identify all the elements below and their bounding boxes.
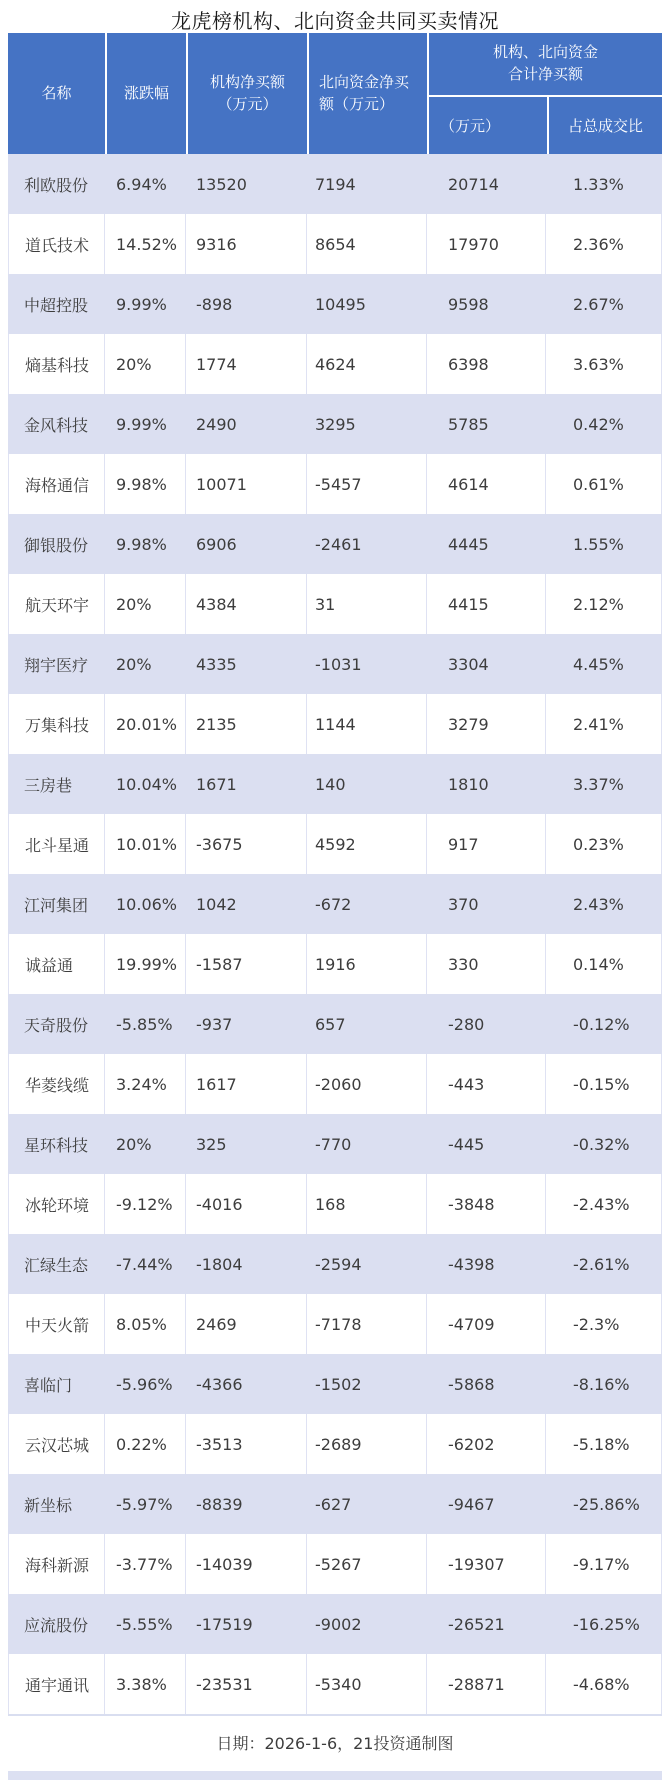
cell-ratio: 2.41%	[546, 694, 662, 754]
cell-name: 云汉芯城	[8, 1414, 105, 1474]
cell-ratio: 3.63%	[546, 334, 662, 394]
cell-change: -7.44%	[116, 1254, 173, 1274]
cell-inst: -4016	[186, 1174, 307, 1234]
cell-name: 新坐标	[24, 1495, 73, 1515]
table-row	[8, 1534, 662, 1594]
cell-inst: -937	[196, 1014, 233, 1034]
cell-ratio: 0.14%	[546, 934, 662, 994]
table-row	[8, 334, 662, 394]
col-header-name-label: 名称	[41, 83, 72, 102]
cell-north: -9002	[315, 1614, 362, 1634]
cell-total: 17970	[427, 214, 546, 274]
table-row	[8, 394, 662, 454]
col-header-change	[105, 33, 186, 154]
cell-ratio: 4.45%	[573, 654, 624, 674]
cell-north: 7194	[315, 174, 356, 194]
cell-total: -4398	[448, 1254, 495, 1274]
cell-name: 诚益通	[8, 934, 105, 994]
table-row	[8, 454, 662, 514]
cell-ratio: -16.25%	[573, 1614, 640, 1634]
cell-total: 4614	[427, 454, 546, 514]
table-row	[8, 694, 662, 754]
cell-total: -445	[448, 1134, 485, 1154]
cell-ratio: 0.23%	[546, 814, 662, 874]
table-row	[8, 1414, 662, 1474]
cell-change: 20%	[105, 334, 186, 394]
cell-total: 3304	[448, 654, 489, 674]
cell-north: -2461	[315, 534, 362, 554]
cell-total: 4415	[427, 574, 546, 634]
data-table	[8, 33, 662, 1780]
cell-inst: 9316	[186, 214, 307, 274]
cell-change: -5.85%	[116, 1014, 173, 1034]
cell-inst: -8839	[196, 1494, 243, 1514]
table-row	[8, 1474, 662, 1534]
cell-inst: -1804	[196, 1254, 243, 1274]
col-header-institution-net-buy	[186, 33, 307, 154]
cell-ratio: 1.33%	[573, 174, 624, 194]
cell-inst: 6906	[196, 534, 237, 554]
cell-north: -5340	[307, 1654, 427, 1714]
cell-change: 20%	[116, 654, 152, 674]
cell-total: 5785	[448, 414, 489, 434]
cell-change: -5.97%	[116, 1494, 173, 1514]
cell-name: 道氏技术	[8, 214, 105, 274]
cell-ratio: -25.86%	[573, 1494, 640, 1514]
cell-total: -9467	[448, 1494, 495, 1514]
cell-north: -5457	[307, 454, 427, 514]
cell-total: 6398	[427, 334, 546, 394]
cell-total: -5868	[448, 1374, 495, 1394]
cell-north: -770	[315, 1134, 352, 1154]
table-row	[8, 1594, 662, 1654]
cell-ratio: 1.55%	[573, 534, 624, 554]
cell-ratio: 3.37%	[573, 774, 624, 794]
footer-note: 日期：2026-1-6，21投资通制图	[216, 1734, 454, 1753]
cell-change: -3.77%	[105, 1534, 186, 1594]
cell-north: 3295	[315, 414, 356, 434]
col-header-institution-line1: 机构净买额	[209, 72, 285, 91]
cell-change: -9.12%	[105, 1174, 186, 1234]
cell-ratio: -4.68%	[546, 1654, 662, 1714]
cell-north: 31	[307, 574, 427, 634]
table-row	[8, 1234, 662, 1294]
cell-inst: -898	[196, 294, 233, 314]
cell-name: 喜临门	[24, 1375, 73, 1395]
cell-name: 航天环宇	[8, 574, 105, 634]
cell-change: 9.99%	[116, 294, 167, 314]
cell-change: 20%	[105, 574, 186, 634]
col-header-turnover-ratio-label: 占总成交比	[568, 117, 644, 135]
cell-change: 20%	[116, 1134, 152, 1154]
cell-name: 海科新源	[8, 1534, 105, 1594]
col-header-turnover-ratio	[547, 97, 662, 154]
cell-change: 8.05%	[105, 1294, 186, 1354]
cell-total: -3848	[427, 1174, 546, 1234]
cell-inst: 10071	[186, 454, 307, 514]
cell-ratio: -2.43%	[546, 1174, 662, 1234]
table-row	[8, 754, 662, 814]
cell-north: 4624	[307, 334, 427, 394]
col-header-combined-amount-label: （万元）	[440, 117, 501, 135]
cell-inst: -23531	[186, 1654, 307, 1714]
col-header-change-label: 涨跌幅	[123, 83, 169, 102]
cell-name: 冰轮环境	[8, 1174, 105, 1234]
cell-name: 御银股份	[24, 535, 89, 555]
table-body	[8, 154, 662, 1714]
cell-name: 翔宇医疗	[24, 655, 89, 675]
cell-name: 三房巷	[24, 775, 73, 795]
cell-ratio: -0.15%	[546, 1054, 662, 1114]
cell-north: -7178	[307, 1294, 427, 1354]
cell-change: 6.94%	[116, 174, 167, 194]
table-row	[8, 1654, 662, 1714]
cell-ratio: -0.12%	[573, 1014, 630, 1034]
cell-north: -2689	[307, 1414, 427, 1474]
cell-inst: 4335	[196, 654, 237, 674]
table-row	[8, 514, 662, 574]
col-header-combined-line2: 合计净买额	[507, 65, 583, 83]
cell-change: -5.55%	[116, 1614, 173, 1634]
cell-ratio: -2.61%	[573, 1254, 630, 1274]
cell-change: 9.98%	[105, 454, 186, 514]
table-row	[8, 934, 662, 994]
table-bottom-bar	[8, 1771, 662, 1780]
cell-north: -5267	[307, 1534, 427, 1594]
cell-change: 9.98%	[116, 534, 167, 554]
table-row	[8, 1174, 662, 1234]
cell-change: 20.01%	[105, 694, 186, 754]
cell-total: 3279	[427, 694, 546, 754]
cell-inst: -3513	[186, 1414, 307, 1474]
table-row	[8, 274, 662, 334]
cell-change: 14.52%	[105, 214, 186, 274]
cell-inst: -3675	[186, 814, 307, 874]
col-header-combined-group	[427, 33, 662, 154]
cell-ratio: 2.43%	[573, 894, 624, 914]
cell-inst: 1042	[196, 894, 237, 914]
cell-change: 10.04%	[116, 774, 178, 794]
col-header-northbound-line1: 北向资金净买	[319, 72, 410, 91]
cell-total: 370	[448, 894, 479, 914]
cell-north: -1031	[315, 654, 362, 674]
cell-name: 北斗星通	[8, 814, 105, 874]
cell-inst: 2135	[186, 694, 307, 754]
cell-ratio: 0.61%	[546, 454, 662, 514]
table-row	[8, 1054, 662, 1114]
cell-name: 金风科技	[24, 415, 89, 435]
cell-name: 江河集团	[24, 895, 89, 915]
table-row	[8, 634, 662, 694]
cell-north: 10495	[315, 294, 366, 314]
cell-north: -627	[315, 1494, 352, 1514]
cell-name: 汇绿生态	[24, 1255, 89, 1275]
cell-total: -4709	[427, 1294, 546, 1354]
cell-inst: 4384	[186, 574, 307, 634]
table-footer	[8, 1714, 662, 1769]
cell-inst: 1617	[186, 1054, 307, 1114]
cell-inst: -17519	[196, 1614, 253, 1634]
cell-ratio: 2.36%	[546, 214, 662, 274]
cell-total: 1810	[448, 774, 489, 794]
cell-north: -2594	[315, 1254, 362, 1274]
col-header-northbound-net-buy	[307, 33, 427, 154]
cell-change: 3.38%	[105, 1654, 186, 1714]
cell-inst: 2490	[196, 414, 237, 434]
table-row	[8, 994, 662, 1054]
cell-inst: 1774	[186, 334, 307, 394]
cell-name: 通宇通讯	[8, 1654, 105, 1714]
table-row	[8, 574, 662, 634]
cell-ratio: -0.32%	[573, 1134, 630, 1154]
cell-inst: 1671	[196, 774, 237, 794]
col-header-combined-subrow	[429, 95, 662, 154]
table-row	[8, 1114, 662, 1174]
cell-total: -280	[448, 1014, 485, 1034]
cell-name: 利欧股份	[24, 175, 89, 195]
table-header	[8, 33, 662, 154]
cell-total: 330	[427, 934, 546, 994]
col-header-name	[8, 33, 105, 154]
cell-total: -6202	[427, 1414, 546, 1474]
cell-total: 20714	[448, 174, 499, 194]
cell-name: 万集科技	[8, 694, 105, 754]
table-row	[8, 154, 662, 214]
col-header-institution-line2: （万元）	[217, 94, 278, 113]
cell-north: 8654	[307, 214, 427, 274]
table-row	[8, 1354, 662, 1414]
cell-change: 10.06%	[116, 894, 178, 914]
col-header-northbound-line2: 额（万元）	[319, 94, 395, 113]
cell-inst: 2469	[186, 1294, 307, 1354]
cell-total: -19307	[427, 1534, 546, 1594]
cell-total: 4445	[448, 534, 489, 554]
cell-name: 华菱线缆	[8, 1054, 105, 1114]
cell-ratio: -5.18%	[546, 1414, 662, 1474]
cell-total: -26521	[448, 1614, 505, 1634]
cell-north: 657	[315, 1014, 346, 1034]
cell-name: 熵基科技	[8, 334, 105, 394]
cell-ratio: 0.42%	[573, 414, 624, 434]
cell-name: 海格通信	[8, 454, 105, 514]
cell-ratio: -2.3%	[546, 1294, 662, 1354]
cell-north: 1916	[307, 934, 427, 994]
cell-north: 140	[315, 774, 346, 794]
cell-name: 中天火箭	[8, 1294, 105, 1354]
cell-total: -443	[427, 1054, 546, 1114]
table-row	[8, 874, 662, 934]
cell-ratio: -8.16%	[573, 1374, 630, 1394]
cell-ratio: 2.12%	[546, 574, 662, 634]
cell-north: -672	[315, 894, 352, 914]
cell-name: 天奇股份	[24, 1015, 89, 1035]
cell-total: 9598	[448, 294, 489, 314]
cell-name: 星环科技	[24, 1135, 89, 1155]
cell-name: 应流股份	[24, 1615, 89, 1635]
cell-inst: -1587	[186, 934, 307, 994]
cell-change: 9.99%	[116, 414, 167, 434]
table-row	[8, 814, 662, 874]
col-header-combined-amount	[429, 97, 547, 154]
cell-north: 1144	[307, 694, 427, 754]
cell-total: -28871	[427, 1654, 546, 1714]
cell-inst: -14039	[186, 1534, 307, 1594]
cell-ratio: 2.67%	[573, 294, 624, 314]
cell-ratio: -9.17%	[546, 1534, 662, 1594]
cell-north: 4592	[307, 814, 427, 874]
cell-name: 中超控股	[24, 295, 89, 315]
cell-inst: 13520	[196, 174, 247, 194]
cell-change: 0.22%	[105, 1414, 186, 1474]
cell-north: -1502	[315, 1374, 362, 1394]
cell-inst: 325	[196, 1134, 227, 1154]
cell-change: 10.01%	[105, 814, 186, 874]
cell-north: -2060	[307, 1054, 427, 1114]
table-row	[8, 214, 662, 274]
cell-inst: -4366	[196, 1374, 243, 1394]
page-title: 龙虎榜机构、北向资金共同买卖情况	[171, 9, 499, 33]
col-header-combined-line1: 机构、北向资金	[492, 43, 598, 62]
cell-change: 3.24%	[105, 1054, 186, 1114]
cell-change: -5.96%	[116, 1374, 173, 1394]
col-header-combined	[429, 33, 662, 95]
cell-total: 917	[427, 814, 546, 874]
table-row	[8, 1294, 662, 1354]
cell-north: 168	[307, 1174, 427, 1234]
cell-change: 19.99%	[105, 934, 186, 994]
